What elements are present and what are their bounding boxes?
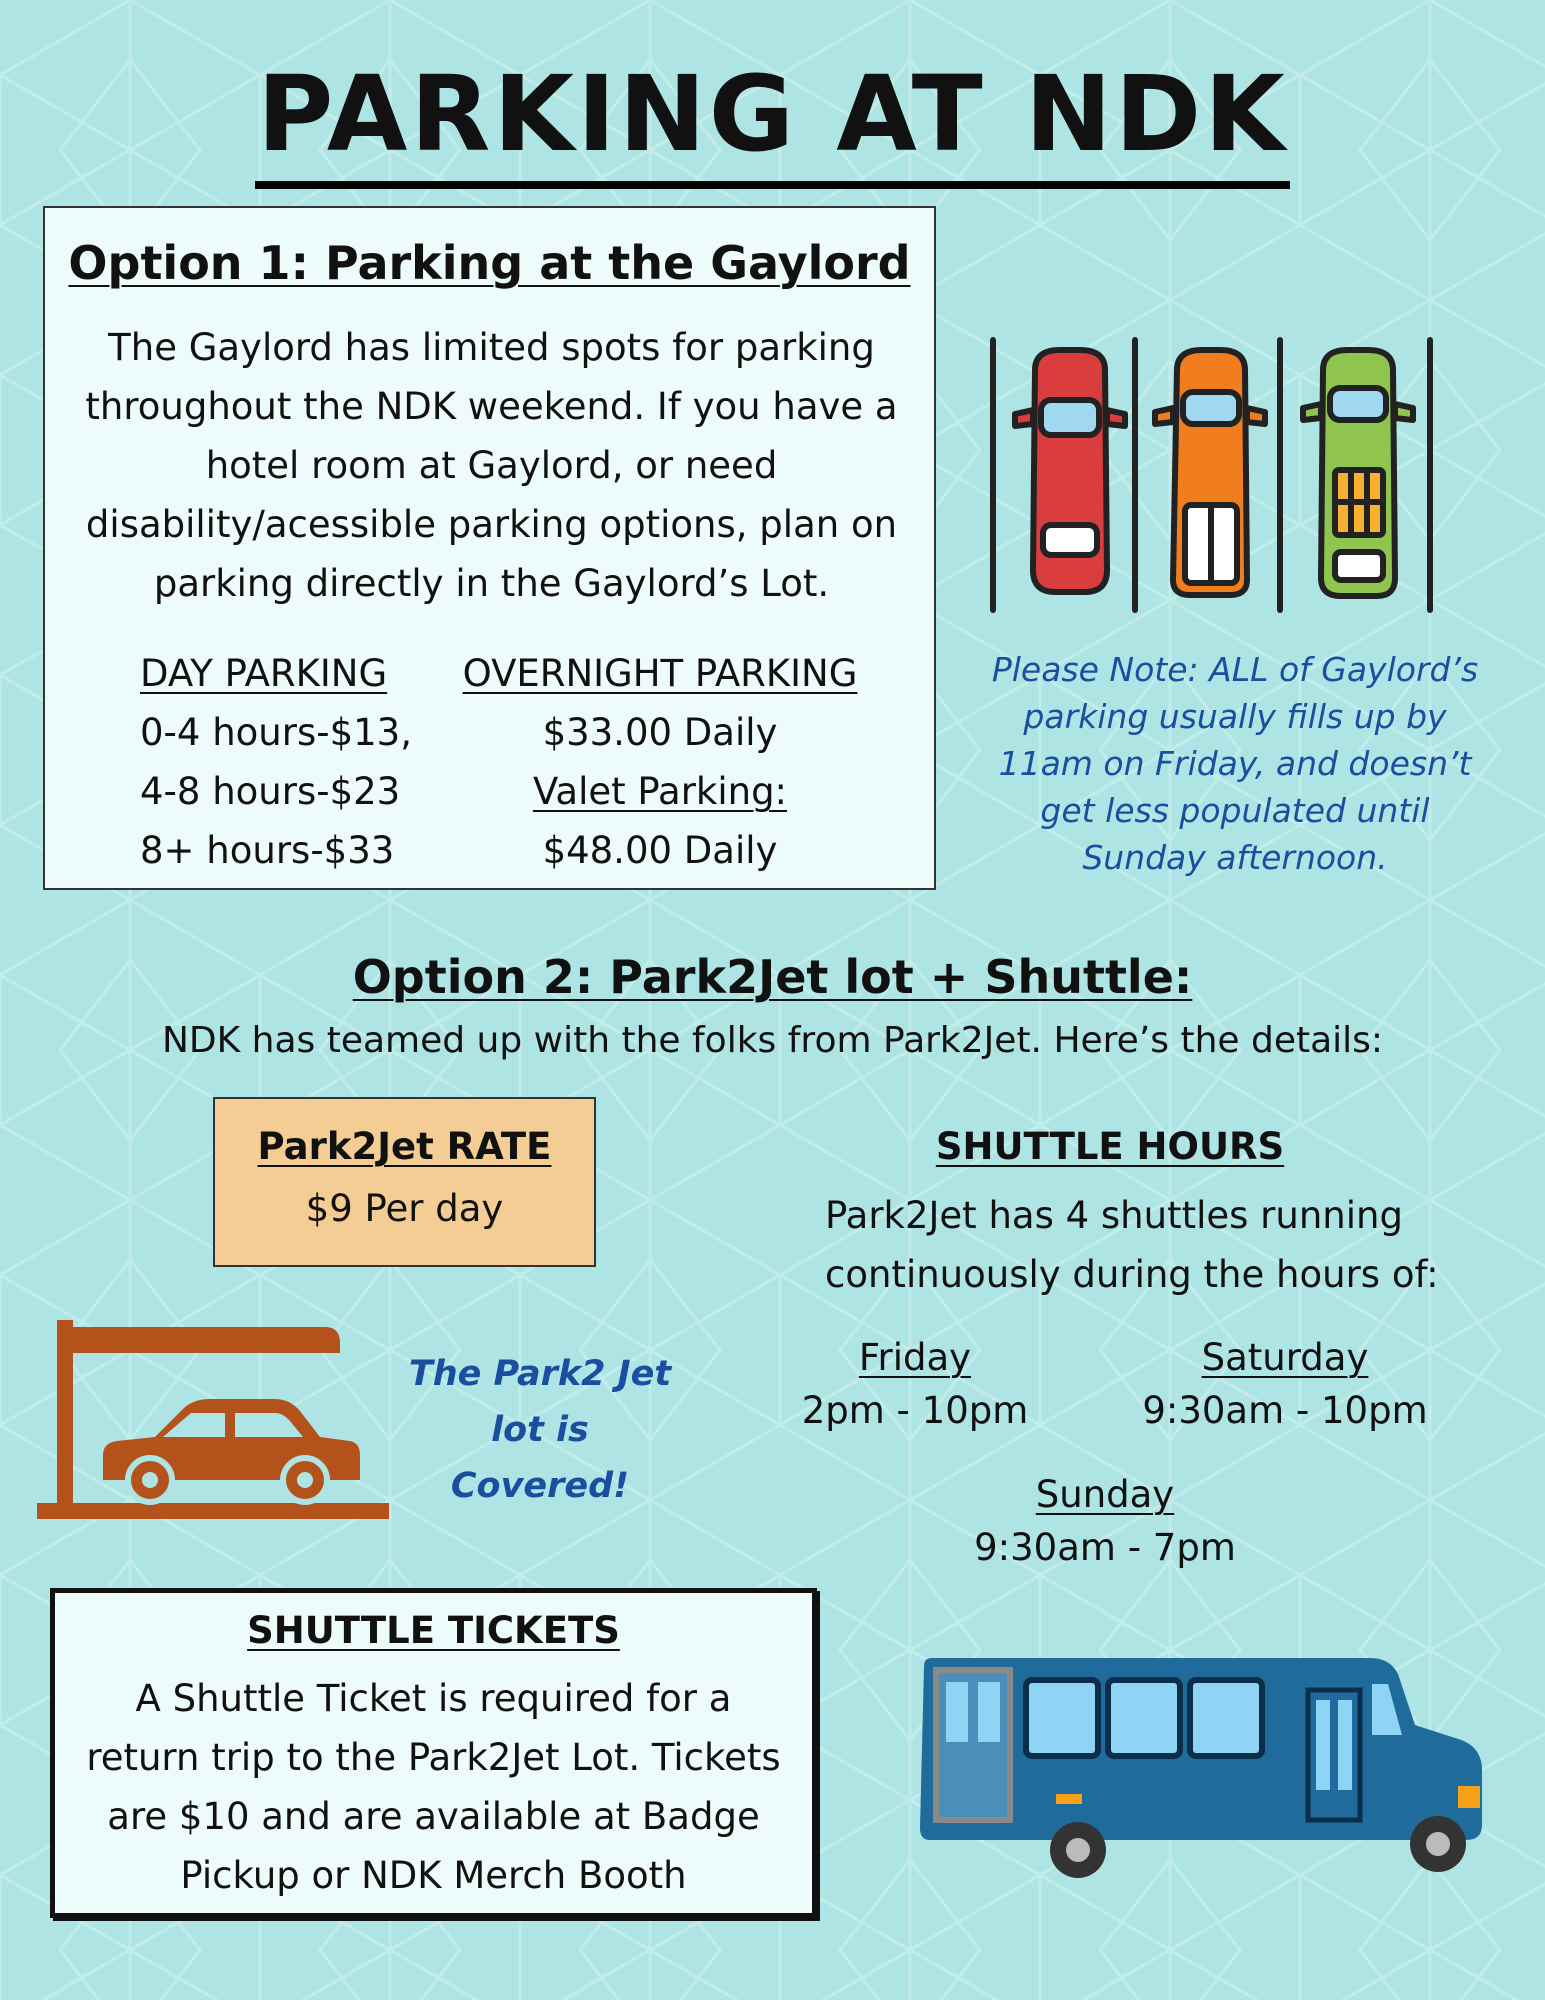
day-rate: 4-8 hours-$23	[140, 770, 401, 813]
day-sunday	[940, 1473, 1270, 1569]
shuttle-bus-icon	[910, 1650, 1490, 1900]
shuttle-hours-heading: SHUTTLE HOURS	[935, 1125, 1285, 1168]
day-hours: 2pm - 10pm	[801, 1389, 1029, 1432]
day-rate: 8+ hours-$33	[140, 829, 395, 872]
gaylord-parking-note: Please Note: ALL of Gaylord’s parking usually fills up by 11am on Friday, and doesn’t get less populated until Sunday afternoon.	[991, 650, 1479, 877]
day-label: Saturday	[1201, 1336, 1369, 1379]
parking-lot-cars-icon	[985, 330, 1445, 620]
shuttle-tickets-body: A Shuttle Ticket is required for a return trip to the Park2Jet Lot. Tickets are $10 and are available at Badge Pickup or NDK Merch Booth	[86, 1677, 781, 1897]
rate-heading: Park2Jet RATE	[257, 1125, 552, 1168]
shuttle-hours-body: Park2Jet has 4 shuttles running continuously during the hours of:	[825, 1194, 1439, 1296]
option1-heading: Option 1: Parking at the Gaylord	[68, 236, 911, 290]
covered-lot-note: The Park2 Jet lot is Covered!	[408, 1354, 672, 1506]
option1-body: The Gaylord has limited spots for parking throughout the NDK weekend. If you have a hotel room at Gaylord, or need disability/acessible parking options, plan on parking directly in the Gaylord’s Lot.	[85, 326, 898, 605]
overnight-parking-heading: OVERNIGHT PARKING	[462, 652, 858, 695]
option2-heading: Option 2: Park2Jet lot + Shuttle:	[352, 950, 1193, 1004]
day-friday	[760, 1336, 1070, 1432]
shuttle-tickets-heading: SHUTTLE TICKETS	[247, 1609, 620, 1652]
page-title: PARKING AT NDK	[0, 62, 1545, 166]
overnight-rate: $33.00 Daily	[542, 711, 778, 754]
day-saturday	[1120, 1336, 1450, 1432]
shuttle-tickets-box	[50, 1588, 817, 1918]
carport-icon	[35, 1315, 395, 1525]
day-label: Sunday	[1035, 1473, 1175, 1516]
day-rate: 0-4 hours-$13,	[140, 711, 412, 754]
valet-rate: $48.00 Daily	[542, 829, 778, 872]
overnight-parking-column	[460, 644, 860, 880]
option2-intro: NDK has teamed up with the folks from Park2Jet. Here’s the details:	[161, 1020, 1384, 1061]
day-parking-heading: DAY PARKING	[140, 652, 388, 695]
option1-panel	[43, 206, 936, 890]
day-parking-column	[140, 644, 440, 880]
valet-heading: Valet Parking:	[532, 770, 788, 813]
day-hours: 9:30am - 10pm	[1142, 1389, 1428, 1432]
day-label: Friday	[858, 1336, 972, 1379]
day-hours: 9:30am - 7pm	[974, 1526, 1236, 1569]
rate-value: $9 Per day	[305, 1187, 504, 1230]
park2jet-rate-box	[213, 1097, 596, 1267]
